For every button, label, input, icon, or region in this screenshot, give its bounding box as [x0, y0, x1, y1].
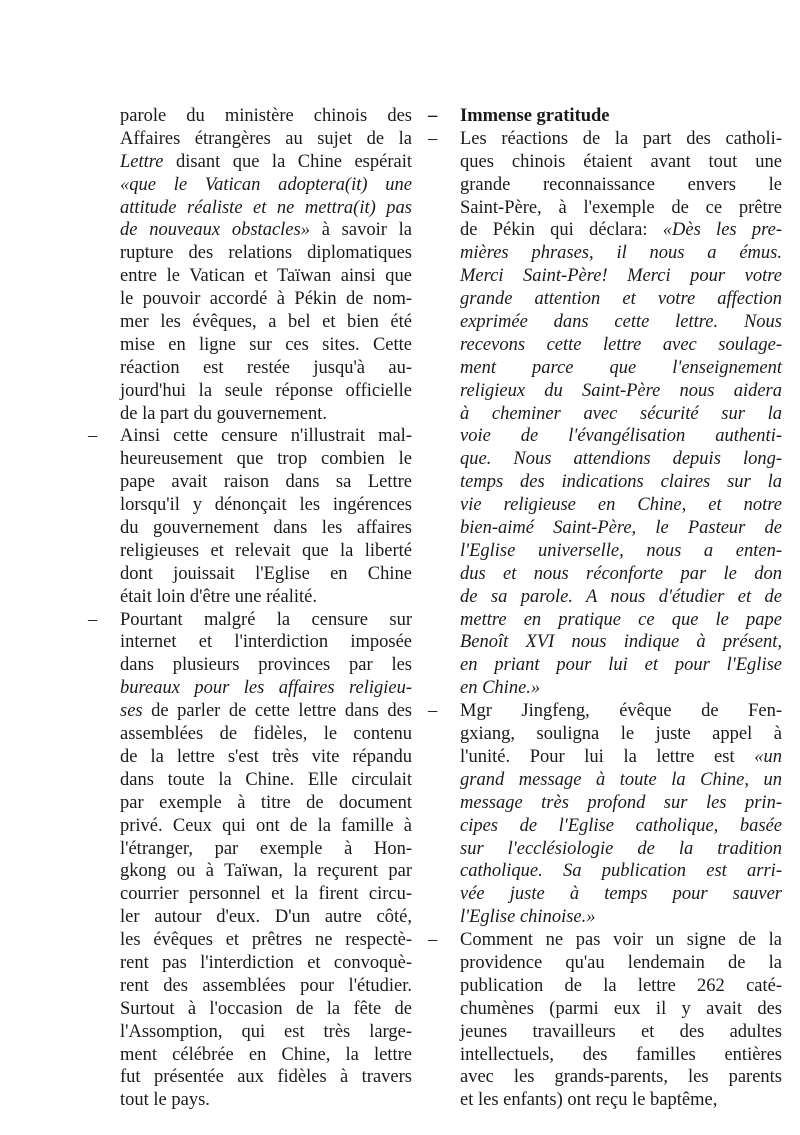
right-text-column: [428, 105, 782, 1112]
text-line: [460, 609, 782, 632]
italic-text: Benoît XVI nous indique à présent,: [460, 632, 782, 653]
italic-text: mettre en pratique ce que le pape: [460, 609, 782, 630]
text: tout le pays.: [120, 1090, 210, 1111]
text-line: [120, 929, 412, 952]
text-line: [120, 631, 412, 654]
text: providence qu'au lendemain de la: [460, 952, 782, 973]
italic-text: religieux du Saint-Père nous aidera: [460, 380, 782, 401]
italic-text: dus et nous réconforte par le don: [460, 563, 782, 584]
text: jourd'hui la seule réponse officielle: [120, 380, 412, 401]
text: Mgr Jingfeng, évêque de Fen-: [460, 701, 782, 722]
text: grande reconnaissance envers le: [460, 174, 782, 195]
text-line: [460, 677, 782, 700]
text: rent pas l'interdiction et convoquè-: [120, 952, 412, 973]
text-line: [460, 586, 782, 609]
text-line: [120, 380, 412, 403]
text: disant que la Chine espérait: [163, 151, 412, 172]
dash-bullet: –: [88, 609, 98, 630]
text: fut présentée aux fidèles à travers: [120, 1067, 412, 1088]
italic-text: sur l'ecclésiologie de la tradition: [460, 838, 782, 859]
text-line: [120, 723, 412, 746]
text-line: [120, 1089, 412, 1112]
paragraph: [88, 425, 412, 608]
italic-text: bien-aimé Saint-Père, le Pasteur de: [460, 518, 782, 539]
italic-text: que. Nous attendions depuis long-: [460, 449, 782, 470]
text-line: [460, 975, 782, 998]
text-line: [460, 288, 782, 311]
text-line: [460, 952, 782, 975]
text-line: [460, 563, 782, 586]
italic-text: à cheminer avec sécurité sur la: [460, 403, 782, 424]
text-line: [120, 448, 412, 471]
text-line: [120, 998, 412, 1021]
dash-bullet: –: [428, 128, 438, 149]
text: gkong ou à Taïwan, la reçurent par: [120, 861, 412, 882]
text-line: [460, 883, 782, 906]
text: pape avait raison dans sa Lettre: [120, 472, 412, 493]
text: ment célébrée en Chine, la lettre: [120, 1044, 412, 1065]
text-line: [120, 792, 412, 815]
text: Ainsi cette censure n'illustrait mal-: [120, 426, 412, 447]
text-line: [460, 838, 782, 861]
text-line: [460, 197, 782, 220]
text: à savoir la: [309, 220, 412, 241]
italic-text: temps des indications claires sur la: [460, 472, 782, 493]
text-line: [120, 838, 412, 861]
text-line: [120, 517, 412, 540]
text-line: [460, 425, 782, 448]
text-line: [120, 151, 412, 174]
text-line: [120, 288, 412, 311]
text-line: [120, 494, 412, 517]
text-line: [460, 174, 782, 197]
text: Saint-Père, à l'exemple de ce prêtre: [460, 197, 782, 218]
text: du gouvernement dans les affaires: [120, 518, 412, 539]
paragraph: [428, 700, 782, 929]
italic-text: Lettre: [120, 151, 164, 172]
text-line: [120, 357, 412, 380]
text: dans plusieurs provinces par les: [120, 655, 412, 676]
text-line: [120, 975, 412, 998]
italic-text: ses: [120, 701, 143, 722]
italic-text: l'Eglise universelle, nous a enten-: [460, 540, 782, 561]
text-line: [460, 517, 782, 540]
text: heureusement que trop combien le: [120, 449, 412, 470]
dash-bullet: –: [428, 930, 438, 951]
text: Les réactions de la part des catholi-: [460, 128, 782, 149]
text: de parler de cette lettre dans des: [142, 701, 412, 722]
text-line: [460, 1044, 782, 1067]
text: ques chinois étaient avant tout une: [460, 151, 782, 172]
text: réaction est restée jusqu'à au-: [120, 357, 412, 378]
text: jeunes travailleurs et des adultes: [460, 1021, 782, 1042]
italic-text: voie de l'évangélisation authenti-: [460, 426, 782, 447]
text-line: [120, 242, 412, 265]
text: l'Assomption, qui est très large-: [120, 1021, 412, 1042]
italic-text: «Dès les pre-: [662, 220, 782, 241]
text-line: [460, 631, 782, 654]
text-line: [120, 883, 412, 906]
italic-text: en Chine.»: [460, 678, 541, 699]
italic-text: attitude réaliste et ne mettra(it) pas: [120, 197, 412, 218]
text: privé. Ceux qui ont de la famille à: [120, 815, 412, 836]
text-line: [120, 815, 412, 838]
paragraph: [88, 105, 412, 425]
text-line: [460, 723, 782, 746]
text-line: [460, 654, 782, 677]
text-line: [120, 609, 412, 632]
text-line: [460, 403, 782, 426]
text-line: [120, 563, 412, 586]
dash-bullet: –: [88, 426, 98, 447]
text-line: [460, 448, 782, 471]
text-line: [120, 128, 412, 151]
text: de Pékin qui déclara:: [460, 220, 663, 241]
italic-text: mières phrases, il nous a émus.: [460, 243, 782, 264]
italic-text: de sa parole. A nous d'étudier et de: [460, 586, 782, 607]
text-line: [460, 860, 782, 883]
italic-text: «que le Vatican adoptera(it) une: [120, 174, 412, 195]
text-line: [460, 700, 782, 723]
text: Pourtant malgré la censure sur: [120, 609, 412, 630]
text-line: [460, 128, 782, 151]
text: avec les grands-parents, les parents: [460, 1067, 782, 1088]
text-line: [460, 471, 782, 494]
paragraph: [428, 128, 782, 700]
text: lorsqu'il y dénonçait les ingérences: [120, 495, 412, 516]
text-line: [460, 540, 782, 563]
italic-text: message très profond sur les prin-: [460, 792, 782, 813]
text: gxiang, souligna le juste appel à: [460, 724, 782, 745]
italic-text: exprimée dans cette lettre. Nous: [460, 312, 782, 333]
italic-text: de nouveaux obstacles»: [120, 220, 310, 241]
text-line: [460, 906, 782, 929]
text-line: [120, 654, 412, 677]
text: Comment ne pas voir un signe de la: [460, 930, 782, 951]
text: ler autour d'eux. D'un autre côté,: [120, 907, 412, 928]
text: de la lettre s'est très vite répandu: [120, 746, 412, 767]
text-line: [120, 174, 412, 197]
dash-bullet: –: [428, 701, 438, 722]
text-line: [460, 998, 782, 1021]
text-line: [460, 357, 782, 380]
text: par exemple à titre de document: [120, 792, 412, 813]
text-line: [460, 311, 782, 334]
italic-text: catholique. Sa publication est arri-: [460, 861, 782, 882]
text-line: [460, 815, 782, 838]
text-line: [120, 769, 412, 792]
text: internet et l'interdiction imposée: [120, 632, 412, 653]
text-line: [120, 1021, 412, 1044]
text-line: [460, 242, 782, 265]
text: de la part du gouvernement.: [120, 403, 328, 424]
italic-text: en priant pour lui et pour l'Eglise: [460, 655, 782, 676]
text-line: [460, 1066, 782, 1089]
dash-bullet: –: [428, 106, 438, 126]
text: rent des assemblées pour l'étudier.: [120, 975, 412, 996]
italic-text: vée juste à temps pour sauver: [460, 884, 782, 905]
italic-text: ment parce que l'enseignement: [460, 357, 782, 378]
text-line: [460, 219, 782, 242]
italic-text: grand message à toute la Chine, un: [460, 769, 782, 790]
text-line: [460, 494, 782, 517]
text-line: [120, 219, 412, 242]
text-line: [460, 1089, 782, 1112]
text: religieuses et relevait que la liberté: [120, 540, 412, 561]
text: les évêques et prêtres ne respectè-: [120, 930, 412, 951]
text-line: [120, 265, 412, 288]
text-line: [460, 769, 782, 792]
text-line: [120, 700, 412, 723]
text-line: [120, 1066, 412, 1089]
text: Immense gratitude: [460, 106, 610, 126]
italic-text: recevons cette lettre avec soulage-: [460, 334, 782, 355]
text: Affaires étrangères au sujet de la: [120, 128, 412, 149]
text-line: [120, 471, 412, 494]
italic-text: bureaux pour les affaires religieu-: [120, 678, 412, 699]
text-line: [460, 1021, 782, 1044]
text-line: [120, 860, 412, 883]
text: assemblées de fidèles, le contenu: [120, 724, 412, 745]
text: dont jouissait l'Eglise en Chine: [120, 563, 412, 584]
text: l'étranger, par exemple à Hon-: [120, 838, 412, 859]
text-line: [120, 197, 412, 220]
text: publication de la lettre 262 caté-: [460, 975, 782, 996]
text-line: [120, 334, 412, 357]
text: dans toute la Chine. Elle circulait: [120, 769, 412, 790]
section-heading: [428, 105, 782, 128]
text: parole du ministère chinois des: [120, 106, 412, 126]
text-line: [120, 677, 412, 700]
italic-text: vie religieuse en Chine, et notre: [460, 495, 782, 516]
text: entre le Vatican et Taïwan ainsi que: [120, 266, 412, 287]
italic-text: Merci Saint-Père! Merci pour votre: [460, 266, 782, 287]
italic-text: grande attention et votre affection: [460, 289, 782, 310]
text: mer les évêques, a bel et bien été: [120, 312, 412, 333]
text-line: [460, 929, 782, 952]
text-line: [120, 311, 412, 334]
text: intellectuels, des familles entières: [460, 1044, 782, 1065]
text-line: [460, 380, 782, 403]
text: courrier personnel et la firent circu-: [120, 884, 412, 905]
text-line: [120, 1044, 412, 1067]
text: l'unité. Pour lui la lettre est: [460, 746, 755, 767]
text-line: [120, 586, 412, 609]
text-line: [460, 334, 782, 357]
text-line: [120, 425, 412, 448]
italic-text: l'Eglise chinoise.»: [460, 907, 596, 928]
text-line: [120, 540, 412, 563]
text: était loin d'être une réalité.: [120, 586, 317, 607]
text-line: [120, 105, 412, 128]
text-line: [460, 265, 782, 288]
paragraph: [428, 929, 782, 1112]
text-line: [460, 792, 782, 815]
text-line: [120, 952, 412, 975]
text-line: [120, 746, 412, 769]
paragraph: [88, 609, 412, 1113]
text: mise en ligne sur ces sites. Cette: [120, 334, 412, 355]
text: chumènes (parmi eux il y avait des: [460, 998, 782, 1019]
text: Surtout à l'occasion de la fête de: [120, 998, 412, 1019]
text-line: [120, 906, 412, 929]
text: le pouvoir accordé à Pékin de nom-: [120, 289, 412, 310]
text-line: [460, 151, 782, 174]
text-line: [460, 105, 782, 128]
italic-text: «un: [754, 746, 782, 767]
text: rupture des relations diplomatiques: [120, 243, 412, 264]
text-line: [120, 403, 412, 426]
text-line: [460, 746, 782, 769]
left-text-column: [88, 105, 412, 1112]
text: et les enfants) ont reçu le baptême,: [460, 1090, 718, 1111]
italic-text: cipes de l'Eglise catholique, basée: [460, 815, 782, 836]
